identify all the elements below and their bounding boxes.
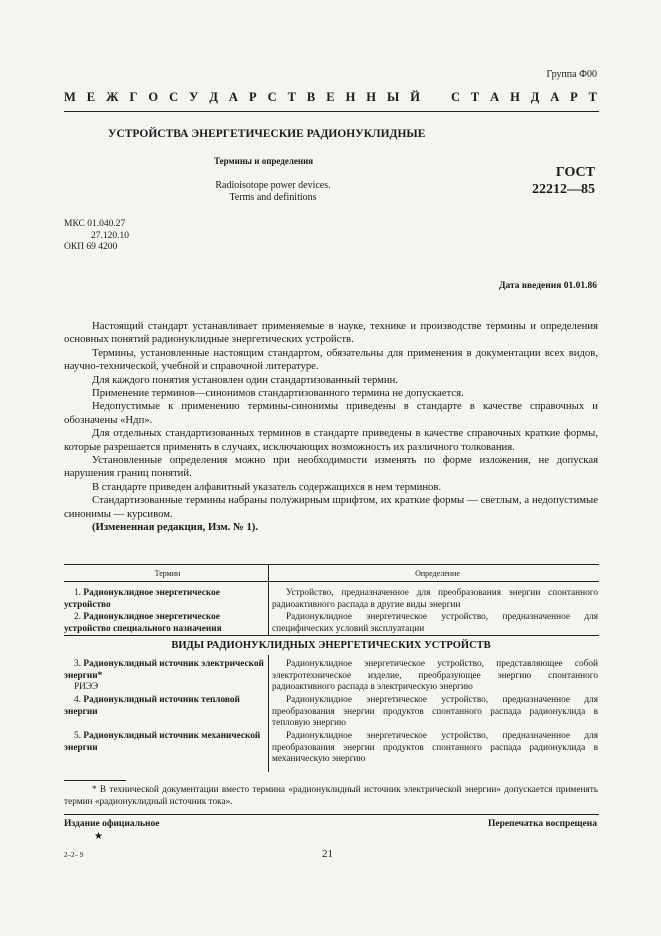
term-text: Радионуклидный источник электрической энергии*: [64, 659, 264, 681]
term-cell: [64, 731, 264, 754]
banner-right: [451, 90, 597, 105]
gost-label: ГОСТ: [555, 165, 595, 180]
table-row: [64, 588, 264, 611]
mks-code-2: 27.120.10: [91, 230, 129, 241]
english-title-line1: Radioisotope power devices.: [215, 180, 331, 191]
banner-letter: А: [550, 90, 560, 104]
table-row-definition: [272, 612, 598, 635]
definition-cell: Радионуклидное энергетическое устройство, предназначенное для преобразования энергии продуктов спонтанного распада радионуклида в механическую энергию: [272, 731, 598, 765]
column-header-term: Термин: [154, 569, 181, 578]
column-header-definition: Определение: [415, 569, 460, 578]
table-row: [64, 695, 264, 718]
footer-rule: [64, 814, 599, 815]
intro-paragraph: Стандартизованные термины набраны полужирным шрифтом, их краткие формы — светлым, а недопустимые синонимы — курсивом.: [64, 494, 598, 520]
gost-designation: [532, 164, 595, 198]
document-subtitle: Термины и определения: [214, 156, 314, 166]
footnote-text: * В технической документации вместо термина «радионуклидный источник электрической энергии» допускается применять термин «радионуклидный источник тока».: [64, 785, 598, 807]
banner-letter: Д: [530, 90, 540, 104]
banner-letter: Ж: [106, 90, 119, 104]
banner-letter: Г: [129, 90, 138, 104]
banner-left: [64, 90, 420, 105]
banner-letter: Т: [588, 90, 597, 104]
intro-paragraph: Для каждого понятия установлен один стандартизованный термин.: [92, 373, 399, 386]
banner-letter: С: [451, 90, 461, 104]
definition-cell: Радионуклидное энергетическое устройство, предназначенное для преобразования энергии продуктов спонтанного распада радионуклида в тепловую энергию: [272, 695, 598, 729]
table-top-rule: [64, 564, 599, 565]
banner-letter: Р: [248, 90, 257, 104]
term-number: 1.: [74, 588, 81, 598]
table-row-definition: [272, 695, 598, 730]
banner-letter: А: [228, 90, 238, 104]
term-cell: [64, 612, 264, 635]
intro-paragraph: Настоящий стандарт устанавливает применяемые в науке, технике и производстве термины и определения основных понятий радионуклидные энергетических устройств.: [64, 320, 598, 346]
footnote-rule: [64, 780, 126, 781]
header-rule: [64, 111, 599, 112]
classification-codes: [64, 219, 129, 254]
table-row-definition: [272, 588, 598, 611]
banner-letter: Т: [287, 90, 296, 104]
banner-letter: Д: [209, 90, 218, 104]
banner-letter: Е: [326, 90, 335, 104]
banner-letter: Н: [345, 90, 356, 104]
term-text: Радионуклидный источник тепловой энергии: [64, 695, 240, 717]
term-number: 3.: [74, 659, 81, 669]
star-icon: ★: [94, 831, 103, 842]
term-number: 4.: [74, 695, 81, 705]
table-row: [64, 612, 264, 635]
banner-letter: Н: [366, 90, 377, 104]
intro-paragraph: Применение терминов—синонимов стандартизованного термина не допускается.: [92, 387, 464, 400]
document-title: УСТРОЙСТВА ЭНЕРГЕТИЧЕСКИЕ РАДИОНУКЛИДНЫЕ: [108, 128, 426, 140]
table-column-divider: [268, 655, 269, 772]
table-header: [64, 567, 598, 581]
english-title-line2: Terms and definitions: [229, 192, 317, 203]
banner-letter: Р: [570, 90, 578, 104]
banner-letter: О: [148, 90, 159, 104]
term-text: Радионуклидное энергетическое устройство специального назначения: [64, 612, 222, 634]
intro-paragraph: Установленные определения можно при необходимости изменять по форме изложения, не допуская нарушения границ понятий.: [64, 454, 598, 480]
banner-letter: Е: [86, 90, 96, 104]
term-cell: [64, 659, 264, 682]
term-cell: [64, 588, 264, 611]
term-number: 2.: [74, 612, 81, 622]
intro-paragraph: Для отдельных стандартизованных терминов в стандарте приведены в качестве справочных краткие формы, которые разрешается применять в случаях, исключающих возможность их различного толкования.: [64, 427, 598, 453]
printing-signature: 2–2– 9: [64, 851, 84, 859]
term-text: Радионуклидный источник механической энергии: [64, 731, 261, 753]
mks-code: МКС 01.040.27: [64, 219, 126, 229]
table-row: [64, 659, 264, 694]
term-cell: [64, 695, 264, 718]
table-header-rule: [64, 581, 599, 582]
official-edition-label: Издание официальное: [64, 819, 160, 829]
banner-letter: Т: [470, 90, 480, 104]
reprint-prohibited-label: Перепечатка воспрещена: [487, 819, 597, 829]
intro-paragraph: Термины, установленные настоящим стандартом, обязательны для применения в документации всех видов, научно-технической, учебной и справочной литературе.: [64, 346, 598, 373]
section-top-rule: [64, 635, 599, 636]
term-short-form: РИЭЭ: [74, 682, 99, 693]
gost-number: 22212—85: [532, 182, 595, 197]
term-text: Радионуклидное энергетическое устройство: [64, 588, 220, 610]
page-number: 21: [322, 848, 333, 860]
introduction-date: Дата введения 01.01.86: [498, 281, 597, 291]
definition-cell: Устройство, предназначенное для преобразования энергии спонтанного радиоактивного распада в другие виды энергии: [272, 588, 598, 610]
definition-cell: Радионуклидное энергетическое устройство, предназначенное для специфических условий эксплуатации: [272, 612, 598, 634]
banner-letter: С: [169, 90, 179, 104]
definition-cell: Радионуклидное энергетическое устройство, представляющее собой электротехническое изделие, преобразующее энергию спонтанного радиоактивного распада в электрическую энергию: [272, 659, 598, 693]
banner-letter: Й: [410, 90, 420, 104]
table-column-divider: [268, 564, 269, 635]
group-label: Группа Ф00: [546, 69, 597, 80]
banner-letter: Ы: [387, 90, 400, 104]
footnote: [64, 784, 598, 808]
introduction-text: [64, 320, 598, 535]
table-row: [64, 731, 264, 754]
table-row-definition: [272, 731, 598, 766]
intro-paragraph: В стандарте приведен алфавитный указатель содержащихся в нем терминов.: [92, 480, 442, 493]
banner-letter: У: [189, 90, 199, 104]
banner-letter: В: [306, 90, 316, 104]
english-title: [206, 180, 340, 204]
banner-letter: А: [490, 90, 500, 104]
table-row-definition: [272, 659, 598, 694]
banner-letter: Н: [510, 90, 520, 104]
standard-banner: [64, 90, 597, 105]
okp-code: ОКП 69 4200: [64, 242, 118, 252]
term-number: 5.: [74, 731, 81, 741]
banner-letter: М: [64, 90, 76, 104]
section-heading: ВИДЫ РАДИОНУКЛИДНЫХ ЭНЕРГЕТИЧЕСКИХ УСТРОЙСТВ: [171, 640, 491, 651]
banner-letter: С: [267, 90, 277, 104]
amendment-note: (Измененная редакция, Изм. № 1).: [92, 521, 259, 534]
intro-paragraph: Недопустимые к применению термины-синонимы приведены в стандарте в качестве справочных и обозначены «Ндп».: [64, 400, 598, 426]
